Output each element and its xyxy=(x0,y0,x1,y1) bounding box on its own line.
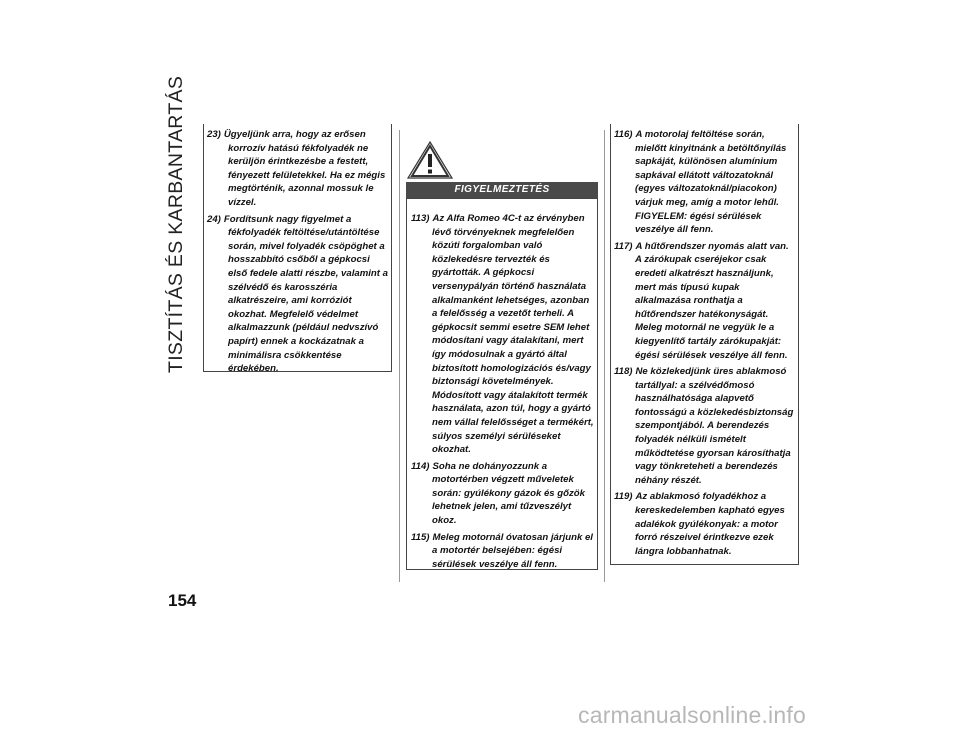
left-note-list xyxy=(207,128,388,376)
note-number: 23) xyxy=(207,129,221,140)
warning-title: FIGYELMEZTETÉS xyxy=(406,182,598,198)
warning-text: Ne közlekedjünk üres ablakmosó tartállyal: a szélvédőmosó használhatósága alapvető fontosságú a közlekedésbiztonság szempontjából. A berendezés folyadék nélküli ismételt működtetése gyorsan károsíthatja vagy tönkreteheti a berendezés néhány részét. xyxy=(635,366,794,486)
note-number: 24) xyxy=(207,213,221,225)
warning-text: Soha ne dohányozzunk a motortérben végzett műveletek során: gyúlékony gázok és gőzök lehetnek jelen, ami tűzveszélyt okoz. xyxy=(432,460,586,527)
warning-number: 115) xyxy=(411,531,430,543)
warning-text: A motorolaj feltöltése során, mielőtt kinyitnánk a betöltőnyílás sapkáját, különösen alumínium sapkával ellátott változatoknál (egyes változatoknál/piacokon) várjuk meg, amíg a motor lehűl. FIGYELEM: égési sérülések veszélye áll fenn. xyxy=(635,129,787,236)
note-item xyxy=(207,213,388,376)
warning-text: A hűtőrendszer nyomás alatt van. A zárókupak cseréjekor csak eredeti alkatrészt használjunk, mert más típusú kupak alkalmazása ronthatja a hűtőrendszer hatékonyságát. Meleg motornál ne vegyük le a kiegyenlítő tartály zárókupakját: égési sérülések veszélye áll fenn. xyxy=(635,240,789,361)
warning-number: 116) xyxy=(614,129,633,140)
column-divider xyxy=(399,130,400,582)
warning-item xyxy=(411,212,597,457)
note-item xyxy=(207,128,388,210)
warning-item xyxy=(614,490,796,558)
warning-number: 117) xyxy=(614,240,633,252)
warning-number: 118) xyxy=(614,366,633,378)
watermark: carmanualsonline.info xyxy=(578,702,806,728)
warning-triangle-icon xyxy=(406,140,454,180)
warning-number: 114) xyxy=(411,460,430,472)
right-note-list xyxy=(614,128,796,558)
warning-item xyxy=(614,240,796,362)
note-text: Fordítsunk nagy figyelmet a fékfolyadék feltöltése/utántöltése során, mivel folyadék csöpöghet a hosszabbító csőből a gépkocsi első fedele alatti részbe, valamint a szélvédő és karosszéria alkatrészeire, ami korróziót okozhat. Megfelelő védelmet alkalmazzunk (például nedvszívó papírt) ennek a kockázatnak a minimálisra csökkentése érdekében. xyxy=(223,213,388,375)
column-divider xyxy=(604,130,605,582)
middle-column xyxy=(411,212,597,574)
left-column xyxy=(207,128,388,379)
page-number: 154 xyxy=(168,591,197,610)
warning-item xyxy=(411,531,597,572)
warning-text: Meleg motornál óvatosan járjunk el a motortér belsejében: égési sérülések veszélye áll fenn. xyxy=(432,531,593,570)
right-column xyxy=(614,128,796,561)
warning-text: Az ablakmosó folyadékhoz a kereskedelemben kapható egyes adalékok gyúlékonyak: a motor forró részeivel érintkezve ezek lángra lobbanhatnak. xyxy=(635,491,785,557)
warning-item xyxy=(614,365,796,487)
warning-text: Az Alfa Romeo 4C-t az érvényben lévő törvényeknek megfelelően közúti forgalomban való közlekedésre tervezték és gyártották. A gépkocsi versenypályán történő használata alkalmanként lehetséges, azonban a felelősség a vezetőt terheli. A gépkocsit semmi esetre SEM lehet módosítani vagy átalakítani, mert így módosulnak a gyártó által biztosított homologizációs és/vagy biztonsági követelmények. Módosított vagy átalakított termék használata, azon túl, hogy a gyártó nem vállal felelősséget a termékért, súlyos személyi sérüléseket okozhat. xyxy=(432,213,594,456)
warning-item xyxy=(614,128,796,237)
note-text: Ügyeljünk arra, hogy az erősen korrozív hatású fékfolyadék ne kerüljön érintkezésbe a festett, fényezett felületekkel. Ha ez mégis megtörténik, azonnal mossuk le vízzel. xyxy=(223,129,386,208)
section-title: TISZTÍTÁS ÉS KARBANTARTÁS xyxy=(165,75,187,373)
warning-list xyxy=(411,212,597,571)
warning-number: 113) xyxy=(411,213,430,224)
warning-item xyxy=(411,460,597,528)
warning-number: 119) xyxy=(614,491,633,503)
